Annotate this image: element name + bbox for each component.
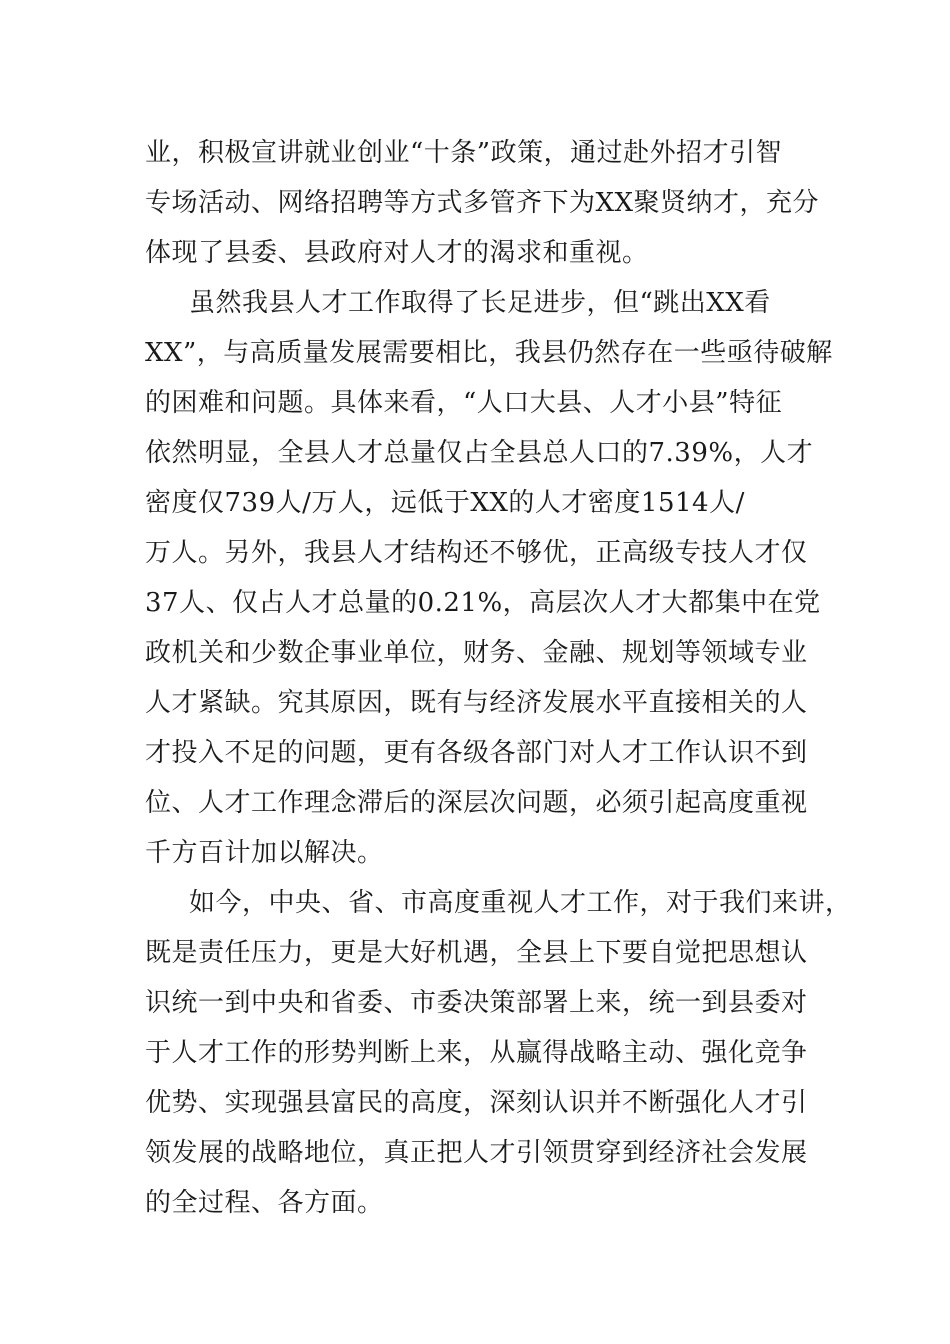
text-line: 人才紧缺。究其原因，既有与经济发展水平直接相关的人 (145, 688, 808, 718)
text-line: 虽然我县人才工作取得了长足进步，但“跳出XX看 (189, 288, 771, 318)
paragraph-2 (145, 278, 833, 878)
paragraph-3 (145, 878, 852, 1228)
text-line: 位、人才工作理念滞后的深层次问题，必须引起高度重视 (145, 788, 808, 818)
text-line: 千方百计加以解决。 (145, 838, 384, 868)
text-line: 的全过程、各方面。 (145, 1188, 384, 1218)
text-line: 于人才工作的形势判断上来，从赢得战略主动、强化竞争 (145, 1038, 808, 1068)
text-line: 优势、实现强县富民的高度，深刻认识并不断强化人才引 (145, 1088, 808, 1118)
text-line: 既是责任压力，更是大好机遇，全县上下要自觉把思想认 (145, 938, 808, 968)
text-line: 领发展的战略地位，真正把人才引领贯穿到经济社会发展 (145, 1138, 808, 1168)
text-line: 如今，中央、省、市高度重视人才工作，对于我们来讲， (189, 888, 852, 918)
text-line: 37人、仅占人才总量的0.21%，高层次人才大都集中在党 (145, 588, 821, 618)
text-line: 万人。另外，我县人才结构还不够优，正高级专技人才仅 (145, 538, 808, 568)
text-line: XX”，与高质量发展需要相比，我县仍然存在一些亟待破解 (145, 338, 833, 368)
text-line: 识统一到中央和省委、市委决策部署上来，统一到县委对 (145, 988, 808, 1018)
text-line: 才投入不足的问题，更有各级各部门对人才工作认识不到 (145, 738, 808, 768)
text-line: 业，积极宣讲就业创业“十条”政策，通过赴外招才引智 (145, 138, 783, 168)
paragraph-1 (145, 128, 820, 278)
text-line: 专场活动、网络招聘等方式多管齐下为XX聚贤纳才，充分 (145, 188, 820, 218)
text-line: 依然明显，全县人才总量仅占全县总人口的7.39%，人才 (145, 438, 814, 468)
text-line: 密度仅739人/万人，远低于XX的人才密度1514人/ (145, 488, 745, 518)
text-line: 体现了县委、县政府对人才的渴求和重视。 (145, 238, 649, 268)
document-body (145, 128, 852, 1228)
text-line: 的困难和问题。具体来看，“人口大县、人才小县”特征 (145, 388, 783, 418)
text-line: 政机关和少数企事业单位，财务、金融、规划等领域专业 (145, 638, 808, 668)
